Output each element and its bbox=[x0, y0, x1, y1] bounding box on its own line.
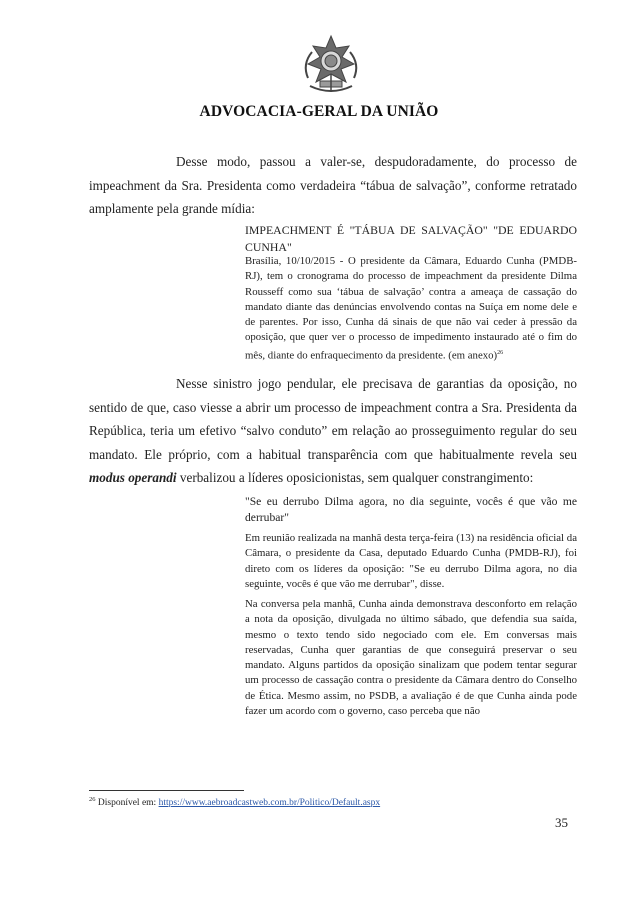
page-header-title: ADVOCACIA-GERAL DA UNIÃO bbox=[199, 103, 439, 120]
paragraph-2-text-end: verbalizou a líderes oposicionistas, sem qualquer constrangimento: bbox=[176, 470, 534, 486]
footnote-link[interactable]: https://www.aebroadcastweb.com.br/Politico/Default.aspx bbox=[158, 798, 381, 809]
page-number: 35 bbox=[555, 815, 568, 830]
quote-2-headline: "Se eu derrubo Dilma agora, no dia seguinte, vocês é que vão me derrubar" bbox=[245, 495, 577, 525]
paragraph-1 bbox=[89, 150, 577, 221]
footnote-number: 26 bbox=[89, 796, 96, 803]
paragraph-1-text: Desse modo, passou a valer-se, despudoradamente, do processo de impeachment da Sra. Presidenta como verdadeira “tábua de salvação”, conforme retratado amplamente pela grande mídia: bbox=[89, 154, 577, 217]
quote-1-text: Brasília, 10/10/2015 - O presidente da Câmara, Eduardo Cunha (PMDB-RJ), tem o cronograma do processo de impeachment da presidente Dilma Rousseff como sua ‘tábua de salvação’ contra a ameaça de cassação do mandato diante das denúncias envolvendo contas na Suíça em nome dele e de parentes. Por isso, Cunha dá sinais de que não vai ceder à pressão da oposição, que quer ver o processo de impedimento instaurado até o fim do mês, diante do enfraquecimento da presidente. (em anexo) bbox=[245, 255, 577, 362]
quote-2-paragraph-2: Na conversa pela manhã, Cunha ainda demonstrava desconforto em relação a nota da oposição, divulgada no último sábado, que defendia sua saída, mesmo o texto tendo sido negociado com ele. Em conversas mais reservadas, Cunha quer garantias de que conseguirá preservar o seu mandato. Alguns partidos da oposição sinalizam que podem tentar segurar um processo de cassação contra o presidente da Câmara dentro do Conselho de Ética. Mesmo assim, no PSDB, a avaliação é de que Cunha ainda pode fazer um acordo com o governo, caso perceba que não bbox=[245, 598, 577, 718]
coat-of-arms-emblem bbox=[298, 34, 364, 98]
paragraph-2-text: Nesse sinistro jogo pendular, ele precisava de garantias da oposição, no sentido de que, caso viesse a abrir um processo de impeachment contra a Sra. Presidenta da República, teria um efetivo “salvo conduto” em relação ao prosseguimento regular do seu mandato. Ele próprio, com a habitual transparência com que habitualmente revela seu bbox=[89, 376, 577, 462]
modus-operandi-emphasis: modus operandi bbox=[89, 470, 177, 486]
footnote-label: Disponível em: bbox=[97, 798, 159, 809]
quote-1-body bbox=[245, 254, 577, 364]
footnote-ref: 26 bbox=[497, 349, 504, 356]
footnote bbox=[89, 796, 380, 808]
quote-2-paragraph-1: Em reunião realizada na manhã desta terça-feira (13) na residência oficial da Câmara, o presidente da Casa, deputado Eduardo Cunha (PMDB-RJ), foi direto com os líderes da oposição: "Se eu derrubo Dilma agora, no dia seguinte, vocês é que vão me derrubar", disse. bbox=[245, 532, 577, 590]
paragraph-2 bbox=[89, 372, 577, 490]
quote-1-headline: IMPEACHMENT É "TÁBUA DE SALVAÇÃO" "DE EDUARDO CUNHA" bbox=[245, 223, 577, 254]
footnote-divider bbox=[89, 790, 244, 791]
